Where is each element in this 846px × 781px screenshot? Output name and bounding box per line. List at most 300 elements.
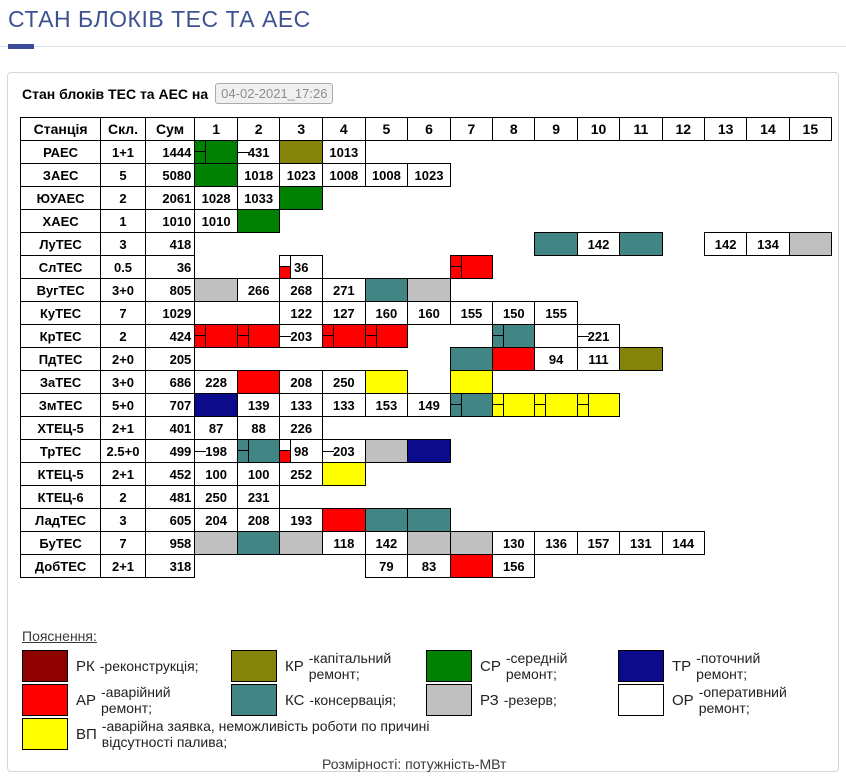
unit-cell <box>662 394 704 417</box>
unit-cell <box>323 187 366 210</box>
unit-cell <box>704 509 746 532</box>
unit-cell <box>747 463 789 486</box>
unit-cell <box>493 440 535 463</box>
table-row <box>21 532 832 555</box>
unit-cell: 122 <box>280 302 323 325</box>
unit-cell: 160 <box>408 302 451 325</box>
sum-cell: 481 <box>145 486 194 509</box>
unit-cell <box>662 187 704 210</box>
unit-cell <box>408 233 451 256</box>
unit-cell: 149 <box>408 394 451 417</box>
legend <box>22 628 832 752</box>
unit-cell <box>747 509 789 532</box>
unit-cell <box>450 532 492 555</box>
sum-cell: 958 <box>145 532 194 555</box>
sum-cell: 205 <box>145 348 194 371</box>
legend-swatch-rz <box>426 684 472 716</box>
table-row <box>21 348 832 371</box>
unit-cell <box>704 394 746 417</box>
legend-abbr-ar: АР <box>76 691 97 709</box>
legend-swatch-vp <box>22 718 68 750</box>
unit-cell <box>620 486 662 509</box>
table-row <box>21 256 832 279</box>
unit-cell <box>365 141 408 164</box>
unit-cell: 87 <box>195 417 238 440</box>
unit-cell <box>620 555 662 578</box>
unit-cell <box>195 348 238 371</box>
unit-cell: 100 <box>195 463 238 486</box>
unit-cell: 83 <box>408 555 451 578</box>
unit-cell <box>493 187 535 210</box>
unit-cell: 1023 <box>280 164 323 187</box>
table-row <box>21 463 832 486</box>
unit-cell <box>789 417 831 440</box>
unit-cell <box>365 279 408 302</box>
unit-cell: 157 <box>577 532 619 555</box>
unit-cell: 198 <box>195 440 238 463</box>
unit-cell <box>789 279 831 302</box>
unit-cell <box>704 486 746 509</box>
unit-cell <box>493 463 535 486</box>
unit-cell <box>704 348 746 371</box>
unit-cell <box>789 532 831 555</box>
unit-cell <box>704 325 746 348</box>
unit-cell: 208 <box>280 371 323 394</box>
unit-cell <box>365 210 408 233</box>
unit-cell <box>237 210 280 233</box>
legend-item-sr <box>426 650 618 682</box>
unit-cell <box>747 417 789 440</box>
unit-cell <box>789 486 831 509</box>
table-row <box>21 210 832 233</box>
col-header: Скл. <box>101 118 146 141</box>
unit-cell <box>789 348 831 371</box>
legend-desc-kr: -капітальний ремонт; <box>308 650 392 682</box>
table-row <box>21 394 832 417</box>
unit-cell <box>195 302 238 325</box>
unit-cell <box>620 463 662 486</box>
legend-item-tr <box>618 650 846 682</box>
unit-cell <box>535 371 577 394</box>
station-cell: СлТЕС <box>21 256 101 279</box>
page-title: СТАН БЛОКІВ ТЕС ТА АЕС <box>8 6 311 32</box>
unit-cell <box>662 371 704 394</box>
unit-cell <box>237 532 280 555</box>
unit-cell <box>662 302 704 325</box>
unit-cell <box>280 348 323 371</box>
composition-cell: 2 <box>101 187 146 210</box>
col-header: 2 <box>237 118 280 141</box>
unit-cell <box>535 141 577 164</box>
unit-cell <box>535 164 577 187</box>
unit-cell <box>577 164 619 187</box>
composition-cell: 1 <box>101 210 146 233</box>
sum-cell: 5080 <box>145 164 194 187</box>
legend-desc-ks: -консервація; <box>309 692 397 708</box>
unit-cell <box>704 555 746 578</box>
unit-cell <box>662 463 704 486</box>
col-header: 8 <box>493 118 535 141</box>
unit-cell <box>280 210 323 233</box>
station-cell: ДобТЕС <box>21 555 101 578</box>
composition-cell: 2.5+0 <box>101 440 146 463</box>
legend-desc-rk: -реконструкція; <box>99 658 199 674</box>
legend-swatch-ar <box>22 684 68 716</box>
unit-cell <box>450 486 492 509</box>
composition-cell: 3+0 <box>101 371 146 394</box>
legend-abbr-rz: РЗ <box>480 691 499 709</box>
unit-cell <box>450 440 492 463</box>
unit-cell <box>620 348 662 371</box>
status-table <box>20 117 832 578</box>
legend-column <box>426 650 618 752</box>
unit-cell <box>280 486 323 509</box>
unit-cell <box>323 348 366 371</box>
legend-swatch-kr <box>231 650 277 682</box>
unit-cell <box>237 371 280 394</box>
unit-cell <box>450 164 492 187</box>
unit-cell <box>662 256 704 279</box>
table-row <box>21 302 832 325</box>
table-row <box>21 486 832 509</box>
table-row <box>21 325 832 348</box>
unit-cell <box>747 394 789 417</box>
unit-cell <box>365 509 408 532</box>
unit-cell: 111 <box>577 348 619 371</box>
unit-cell <box>747 440 789 463</box>
panel-caption: Стан блоків ТЕС та АЕС на <box>22 85 209 102</box>
unit-cell <box>704 463 746 486</box>
unit-cell <box>280 555 323 578</box>
unit-cell: 136 <box>535 532 577 555</box>
col-header: 13 <box>704 118 746 141</box>
table-row <box>21 417 832 440</box>
composition-cell: 2+1 <box>101 417 146 440</box>
station-cell: ЛуТЕС <box>21 233 101 256</box>
col-header: 6 <box>408 118 451 141</box>
unit-cell: 252 <box>280 463 323 486</box>
unit-cell <box>747 279 789 302</box>
unit-cell <box>535 463 577 486</box>
unit-cell: 221 <box>577 325 619 348</box>
unit-cell <box>195 532 238 555</box>
unit-cell <box>323 417 366 440</box>
unit-cell <box>662 164 704 187</box>
legend-desc-ar: -аварійний ремонт; <box>101 684 171 716</box>
unit-cell <box>365 417 408 440</box>
legend-item-rk <box>22 650 231 682</box>
unit-cell <box>789 187 831 210</box>
unit-cell <box>450 417 492 440</box>
unit-cell: 208 <box>237 509 280 532</box>
unit-cell <box>747 187 789 210</box>
unit-cell <box>704 187 746 210</box>
unit-cell <box>620 210 662 233</box>
unit-cell <box>747 532 789 555</box>
station-cell: КТЕЦ-6 <box>21 486 101 509</box>
unit-cell: 1008 <box>323 164 366 187</box>
unit-cell <box>704 371 746 394</box>
unit-cell: 142 <box>577 233 619 256</box>
unit-cell: 193 <box>280 509 323 532</box>
unit-cell <box>365 325 408 348</box>
composition-cell: 1+1 <box>101 141 146 164</box>
unit-cell: 203 <box>323 440 366 463</box>
unit-cell <box>535 486 577 509</box>
sum-cell: 1444 <box>145 141 194 164</box>
legend-desc-vp: -аварійна заявка, неможливість роботи по причині відсутності палива; <box>101 718 430 750</box>
unit-cell <box>493 394 535 417</box>
unit-cell: 204 <box>195 509 238 532</box>
unit-cell <box>789 164 831 187</box>
unit-cell <box>195 164 238 187</box>
unit-cell: 134 <box>747 233 789 256</box>
legend-swatch-sr <box>426 650 472 682</box>
col-header: 5 <box>365 118 408 141</box>
unit-cell <box>789 371 831 394</box>
unit-cell <box>577 141 619 164</box>
unit-cell <box>450 348 492 371</box>
composition-cell: 2+1 <box>101 463 146 486</box>
unit-cell <box>493 417 535 440</box>
unit-cell <box>365 486 408 509</box>
unit-cell: 226 <box>280 417 323 440</box>
table-row <box>21 440 832 463</box>
unit-cell <box>365 187 408 210</box>
unit-cell: 431 <box>237 141 280 164</box>
unit-cell <box>535 555 577 578</box>
unit-cell <box>408 279 451 302</box>
station-cell: ХАЕС <box>21 210 101 233</box>
unit-cell: 36 <box>280 256 323 279</box>
unit-cell <box>408 417 451 440</box>
unit-cell <box>493 233 535 256</box>
unit-cell <box>662 325 704 348</box>
composition-cell: 7 <box>101 302 146 325</box>
unit-cell <box>577 256 619 279</box>
unit-cell <box>662 486 704 509</box>
unit-cell <box>577 302 619 325</box>
unit-cell <box>493 371 535 394</box>
unit-cell <box>662 233 704 256</box>
caption-row <box>22 83 832 104</box>
unit-cell: 1013 <box>323 141 366 164</box>
legend-column <box>231 650 426 752</box>
unit-cell <box>365 256 408 279</box>
col-header: 4 <box>323 118 366 141</box>
composition-cell: 3+0 <box>101 279 146 302</box>
unit-cell <box>747 371 789 394</box>
col-header: 14 <box>747 118 789 141</box>
legend-desc-or: -оперативний ремонт; <box>698 684 787 716</box>
unit-cell <box>408 509 451 532</box>
unit-cell <box>704 302 746 325</box>
unit-cell <box>535 509 577 532</box>
unit-cell <box>493 486 535 509</box>
station-cell: ТрТЕС <box>21 440 101 463</box>
unit-cell <box>620 164 662 187</box>
unit-cell: 130 <box>493 532 535 555</box>
composition-cell: 2+1 <box>101 555 146 578</box>
unit-cell <box>237 440 280 463</box>
unit-cell <box>789 440 831 463</box>
legend-abbr-or: ОР <box>672 691 694 709</box>
unit-cell <box>280 187 323 210</box>
unit-cell <box>365 371 408 394</box>
col-header: 3 <box>280 118 323 141</box>
station-cell: КТЕЦ-5 <box>21 463 101 486</box>
legend-item-ks <box>231 684 426 716</box>
col-header: 7 <box>450 118 492 141</box>
unit-cell <box>704 141 746 164</box>
unit-cell <box>195 233 238 256</box>
sum-cell: 499 <box>145 440 194 463</box>
unit-cell <box>195 141 238 164</box>
unit-cell <box>577 187 619 210</box>
unit-cell <box>323 486 366 509</box>
unit-cell: 155 <box>450 302 492 325</box>
unit-cell <box>535 233 577 256</box>
unit-cell <box>789 463 831 486</box>
unit-cell <box>662 509 704 532</box>
table-row <box>21 233 832 256</box>
datetime-input[interactable] <box>215 83 333 104</box>
unit-cell: 133 <box>323 394 366 417</box>
station-cell: ХТЕЦ-5 <box>21 417 101 440</box>
title-divider <box>0 46 846 51</box>
unit-cell <box>493 348 535 371</box>
unit-cell <box>323 325 366 348</box>
unit-cell <box>450 187 492 210</box>
unit-cell <box>620 371 662 394</box>
legend-abbr-sr: СР <box>480 657 501 675</box>
unit-cell <box>450 463 492 486</box>
composition-cell: 2 <box>101 325 146 348</box>
unit-cell <box>365 440 408 463</box>
station-cell: БуТЕС <box>21 532 101 555</box>
col-header: 10 <box>577 118 619 141</box>
unit-cell <box>620 302 662 325</box>
unit-cell <box>493 164 535 187</box>
unit-cell: 139 <box>237 394 280 417</box>
legend-desc-tr: -поточний ремонт; <box>696 650 761 682</box>
unit-cell: 118 <box>323 532 366 555</box>
unit-cell <box>450 141 492 164</box>
sum-cell: 707 <box>145 394 194 417</box>
sum-cell: 424 <box>145 325 194 348</box>
unit-cell <box>408 325 451 348</box>
unit-cell: 1010 <box>195 210 238 233</box>
unit-cell <box>195 256 238 279</box>
unit-cell: 160 <box>365 302 408 325</box>
unit-cell <box>789 210 831 233</box>
unit-cell: 266 <box>237 279 280 302</box>
unit-cell <box>237 325 280 348</box>
unit-cell <box>704 440 746 463</box>
header-row <box>21 118 832 141</box>
sum-cell: 805 <box>145 279 194 302</box>
unit-cell <box>450 325 492 348</box>
unit-cell <box>620 325 662 348</box>
legend-abbr-ks: КС <box>285 691 305 709</box>
col-header: 15 <box>789 118 831 141</box>
legend-item-rz <box>426 684 618 716</box>
sum-cell: 1010 <box>145 210 194 233</box>
sum-cell: 318 <box>145 555 194 578</box>
unit-cell <box>662 440 704 463</box>
unit-cell <box>408 532 451 555</box>
legend-swatch-rk <box>22 650 68 682</box>
legend-abbr-kr: КР <box>285 657 304 675</box>
unit-cell <box>704 256 746 279</box>
unit-cell: 153 <box>365 394 408 417</box>
unit-cell <box>789 141 831 164</box>
unit-cell <box>323 463 366 486</box>
station-cell: ЗмТЕС <box>21 394 101 417</box>
table-row <box>21 371 832 394</box>
table-row <box>21 187 832 210</box>
unit-cell <box>450 394 492 417</box>
unit-cell <box>577 279 619 302</box>
sum-cell: 686 <box>145 371 194 394</box>
unit-cell: 142 <box>704 233 746 256</box>
legend-swatch-or <box>618 684 664 716</box>
unit-cell <box>620 279 662 302</box>
unit-cell <box>577 486 619 509</box>
unit-cell <box>747 555 789 578</box>
composition-cell: 5 <box>101 164 146 187</box>
unit-cell <box>323 210 366 233</box>
station-cell: ПдТЕС <box>21 348 101 371</box>
unit-cell: 250 <box>323 371 366 394</box>
sum-cell: 2061 <box>145 187 194 210</box>
legend-column <box>618 650 846 752</box>
legend-abbr-vp: ВП <box>76 725 97 743</box>
sum-cell: 401 <box>145 417 194 440</box>
unit-cell <box>450 555 492 578</box>
unit-cell <box>577 555 619 578</box>
unit-cell <box>195 555 238 578</box>
legend-title: Пояснення: <box>22 628 97 644</box>
unit-cell <box>408 256 451 279</box>
unit-cell <box>704 210 746 233</box>
station-cell: ЮУАЕС <box>21 187 101 210</box>
unit-cell <box>408 463 451 486</box>
status-panel <box>7 72 839 772</box>
unit-cell: 250 <box>195 486 238 509</box>
unit-cell: 268 <box>280 279 323 302</box>
col-header: 9 <box>535 118 577 141</box>
legend-abbr-tr: ТР <box>672 657 692 675</box>
unit-cell: 94 <box>535 348 577 371</box>
unit-cell: 1023 <box>408 164 451 187</box>
unit-cell <box>620 394 662 417</box>
unit-cell <box>620 141 662 164</box>
station-cell: ЛадТЕС <box>21 509 101 532</box>
unit-cell: 131 <box>620 532 662 555</box>
unit-cell <box>237 256 280 279</box>
unit-cell <box>408 141 451 164</box>
unit-cell <box>620 509 662 532</box>
unit-cell: 133 <box>280 394 323 417</box>
unit-cell: 100 <box>237 463 280 486</box>
station-cell: РАЕС <box>21 141 101 164</box>
col-header: 1 <box>195 118 238 141</box>
unit-cell <box>323 555 366 578</box>
table-row <box>21 509 832 532</box>
unit-cell <box>493 256 535 279</box>
unit-cell: 79 <box>365 555 408 578</box>
